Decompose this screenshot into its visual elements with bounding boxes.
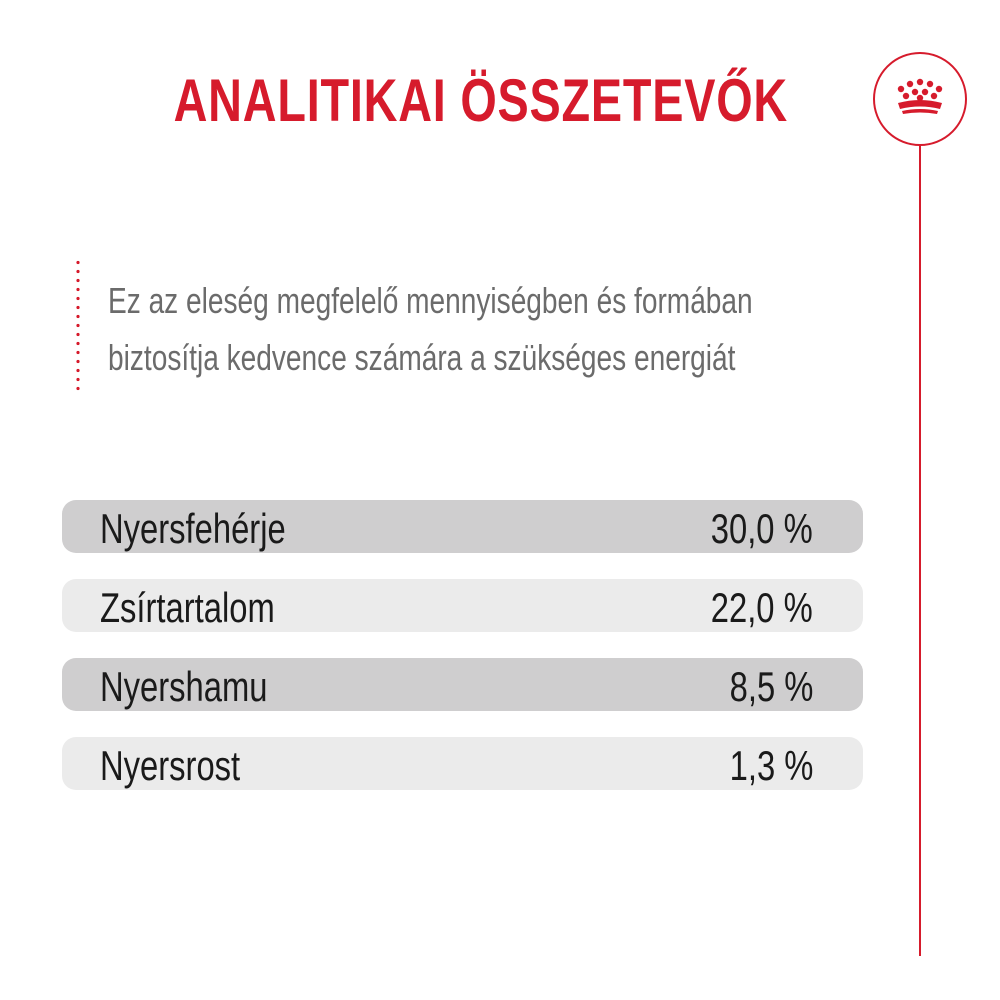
crown-icon [890,76,950,123]
vertical-divider-line [919,146,921,956]
page-title: ANALITIKAI ÖSSZETEVŐK [173,67,789,134]
description-text [108,272,872,386]
nutrient-label: Zsírtartalom [100,584,275,631]
nutrient-value: 30,0 % [711,505,813,552]
description-line: Ez az eleség megfelelő mennyiségben és formában [108,280,753,321]
nutrient-table [62,500,863,816]
nutrient-label: Nyershamu [100,663,268,710]
nutrient-value: 1,3 % [729,742,813,789]
description-line: biztosítja kedvence számára a szükséges energiát [108,337,736,378]
nutrient-value: 8,5 % [729,663,813,710]
nutrient-value: 22,0 % [711,584,813,631]
brand-logo [873,52,967,146]
nutrient-row-fat [62,579,863,632]
nutrient-row-fibre [62,737,863,790]
nutrient-row-ash [62,658,863,711]
dotted-accent-line [76,258,80,394]
nutrient-label: Nyersrost [100,742,241,789]
nutrient-label: Nyersfehérje [100,505,286,552]
nutrient-row-protein [62,500,863,553]
